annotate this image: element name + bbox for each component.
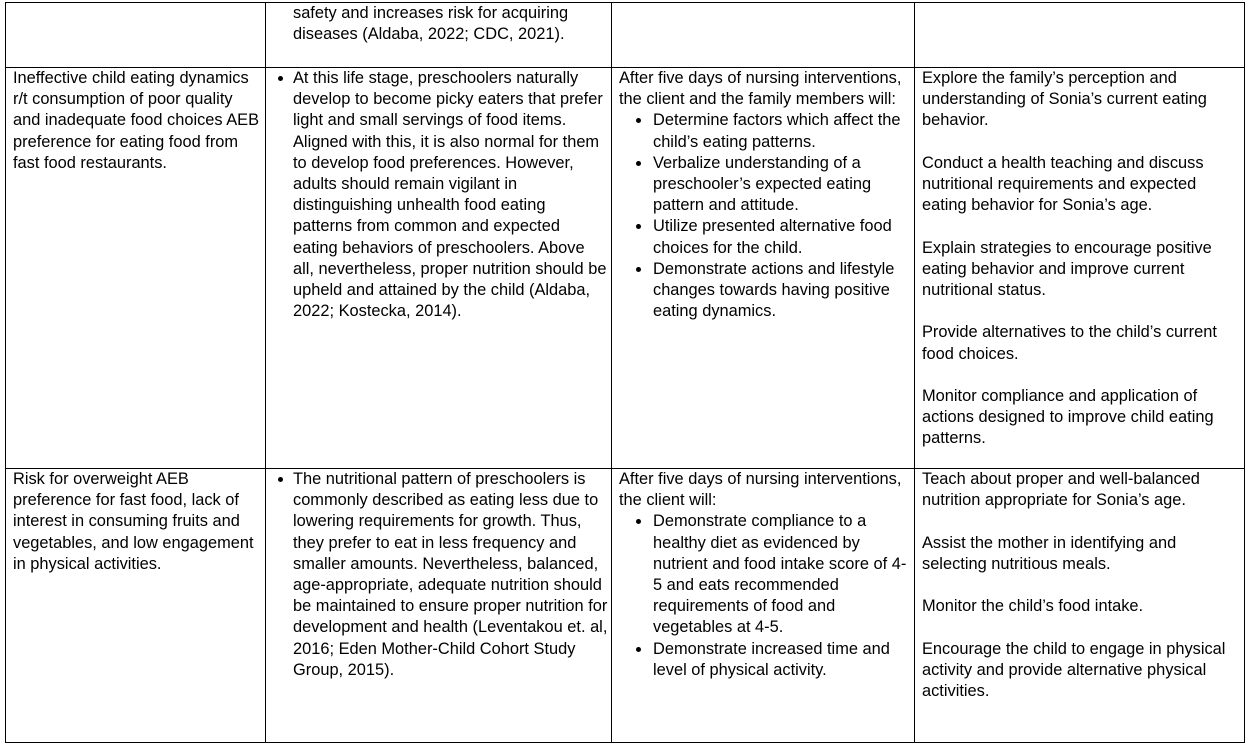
- list-item: Determine factors which affect the child’s eating patterns.: [653, 110, 911, 152]
- goal-list: [619, 110, 911, 322]
- list-item: At this life stage, preschoolers naturally develop to become picky eaters that prefer light and small servings of food items. Aligned with this, it is also normal for them to develop food preferences. However, adults should remain vigilant in distinguishing unhealth food eating patterns from common and expected eating behaviors of preschoolers. Above all, nevertheless, proper nutrition should be upheld and attained by the child (Aldaba, 2022; Kostecka, 2014).: [293, 68, 608, 322]
- intervention-text: Teach about proper and well-balanced nutrition appropriate for Sonia’s age.: [922, 470, 1200, 510]
- scientific-basis-list: [273, 68, 608, 322]
- list-item: Verbalize understanding of a preschooler’s expected eating pattern and attitude.: [653, 153, 911, 217]
- intervention-text: Monitor compliance and application of actions designed to improve child eating patterns.: [922, 386, 1214, 448]
- scientific-basis-cell: [266, 3, 612, 68]
- table-row: [6, 3, 1245, 68]
- intervention-text: Provide alternatives to the child’s current food choices.: [922, 323, 1217, 363]
- list-item: Demonstrate actions and lifestyle changes towards having positive eating dynamics.: [653, 259, 911, 323]
- list-item: The nutritional pattern of preschoolers is commonly described as eating less due to lowering requirements for growth. Thus, they prefer to eat in less frequency and smaller amounts. Nevertheless, balanced, age-appropriate, adequate nutrition should be maintained to ensure proper nutrition for development and health (Leventakou et. al, 2016; Eden Mother-Child Cohort Study Group, 2015).: [293, 469, 608, 681]
- diagnosis-cell: [6, 68, 266, 469]
- intervention-text: Conduct a health teaching and discuss nutritional requirements and expected eating behavior for Sonia’s age.: [922, 153, 1204, 215]
- nursing-diagnosis-text: Risk for overweight AEB preference for fast food, lack of interest in consuming fruits and vegetables, and low engagement in physical activities.: [13, 470, 254, 573]
- interventions-cell: [915, 469, 1245, 743]
- diagnosis-cell: [6, 469, 266, 743]
- goal-intro-text: After five days of nursing interventions, the client and the family members will:: [619, 69, 902, 109]
- diagnosis-cell: [6, 3, 266, 68]
- intervention-text: Assist the mother in identifying and selecting nutritious meals.: [922, 533, 1177, 573]
- table-row: [6, 68, 1245, 469]
- scientific-basis-list: [273, 469, 608, 681]
- nursing-care-plan-table: [5, 2, 1245, 743]
- table-row: [6, 469, 1245, 743]
- scientific-basis-continuation: safety and increases risk for acquiring diseases (Aldaba, 2022; CDC, 2021).: [293, 4, 569, 44]
- list-item: Demonstrate compliance to a healthy diet as evidenced by nutrient and food intake score of 4-5 and eats recommended requirements of food and vegetables at 4-5.: [653, 511, 911, 638]
- list-item: Demonstrate increased time and level of physical activity.: [653, 639, 911, 681]
- intervention-text: Explain strategies to encourage positive eating behavior and improve current nutritional status.: [922, 238, 1212, 299]
- intervention-text: Encourage the child to engage in physical activity and provide alternative physical activities.: [922, 639, 1226, 700]
- goal-cell: [612, 469, 915, 743]
- scientific-basis-cell: [266, 68, 612, 469]
- list-item: Utilize presented alternative food choices for the child.: [653, 216, 911, 258]
- intervention-text: Explore the family’s perception and understanding of Sonia’s current eating behavior.: [922, 69, 1207, 130]
- intervention-text: Monitor the child’s food intake.: [922, 597, 1144, 616]
- scientific-basis-cell: [266, 469, 612, 743]
- nursing-diagnosis-text: Ineffective child eating dynamics r/t consumption of poor quality and inadequate food choices AEB preference for eating food from fast food restaurants.: [13, 69, 260, 172]
- goal-intro-text: After five days of nursing interventions, the client will:: [619, 470, 902, 510]
- interventions-cell: [915, 68, 1245, 469]
- goal-list: [619, 511, 911, 681]
- goal-cell: [612, 68, 915, 469]
- goal-cell: [612, 3, 915, 68]
- interventions-cell: [915, 3, 1245, 68]
